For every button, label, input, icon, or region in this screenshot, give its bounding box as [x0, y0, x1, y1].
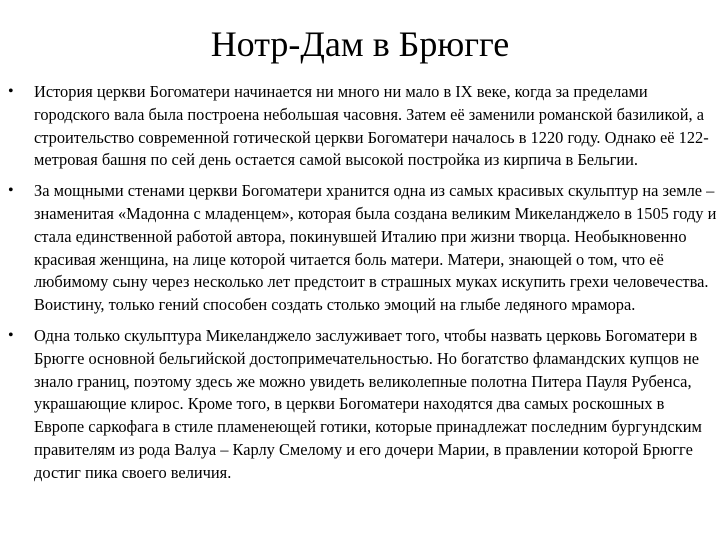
- bullet-text: История церкви Богоматери начинается ни много ни мало в IX веке, когда за пределами городского вала была построена небольшая часовня. Затем её заменили романской базиликой, а строительство современной готической церкви Богоматери началось в 1220 году. Однако её 122-метровая башня по сей день остается самой высокой постройка из кирпича в Бельгии.: [34, 82, 709, 170]
- bullet-dot-icon: •: [8, 182, 14, 200]
- bullet-dot-icon: •: [8, 83, 14, 100]
- bullet-item-2: [8, 180, 718, 317]
- bullet-list: [8, 81, 718, 493]
- bullet-text: Одна только скульптура Микеланджело заслуживает того, чтобы назвать церковь Богоматери в Брюгге основной бельгийской достопримечательностью. Но богатство фламандских купцов не знало границ, поэтому здесь же можно увидеть великолепные полотна Питера Пауля Рубенса, украшающие клирос. Кроме того, в церкви Богоматери находятся два самых роскошных в Европе саркофага в стиле пламенеющей готики, которые принадлежат последним бургундским правителям из рода Валуа – Карлу Смелому и его дочери Марии, в правлении которой Брюгге достиг пика своего величия.: [34, 325, 702, 482]
- bullet-item-3: [8, 325, 718, 485]
- bullet-dot-icon: •: [8, 326, 14, 344]
- bullet-text: За мощными стенами церкви Богоматери хранится одна из самых красивых скульптур на земле – знаменитая «Мадонна с младенцем», которая была создана великим Микеланджело в 1505 году и стала единственной работой автора, покинувшей Италию при жизни творца. Необыкновенно красивая женщина, на лице которой читается боль матери. Матери, знающей о том, что её любимому сыну через несколько лет предстоит в страшных муках искупить грехи человечества. Воистину, только гений способен создать столько эмоций на глыбе ледяного мрамора.: [34, 181, 717, 315]
- slide-title: Нотр-Дам в Брюгге: [210, 24, 510, 64]
- bullet-item-1: [8, 81, 718, 172]
